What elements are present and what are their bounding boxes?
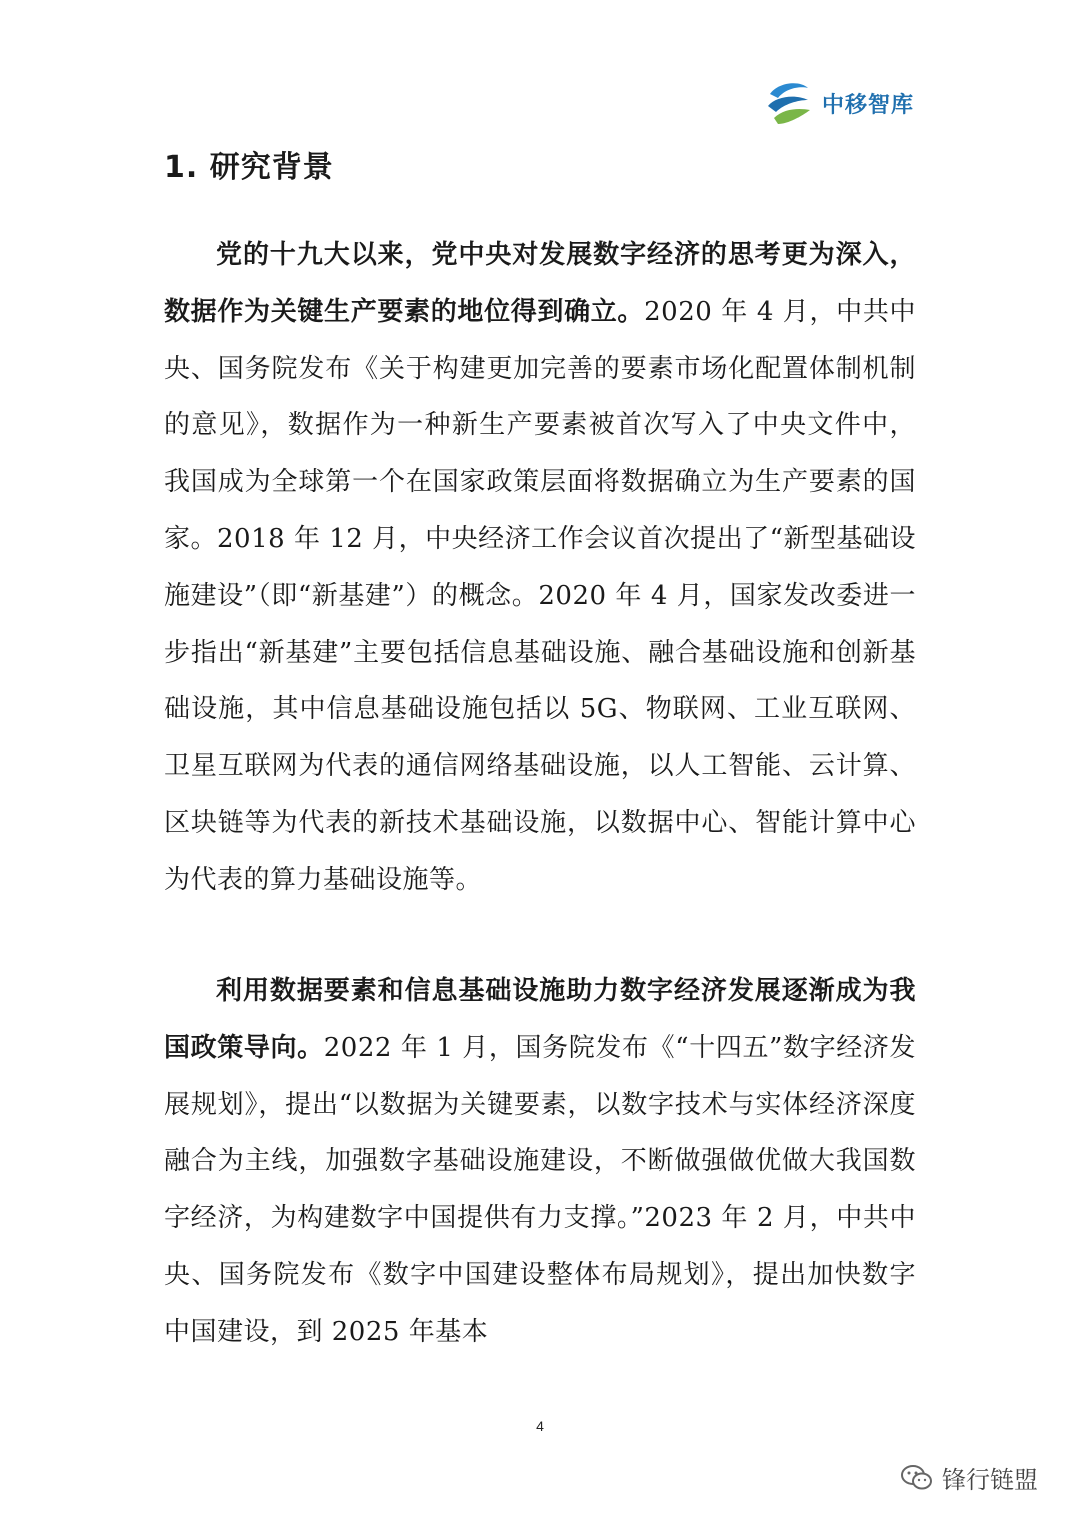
header-logo bbox=[764, 80, 914, 126]
wechat-icon bbox=[900, 1463, 934, 1493]
wechat-watermark bbox=[900, 1460, 1038, 1495]
china-mobile-think-tank-logo-icon bbox=[764, 80, 814, 126]
body-paragraph-1 bbox=[164, 227, 916, 909]
section-heading: 1. 研究背景 bbox=[164, 150, 334, 185]
paragraph-2-bold-lead: 利用数据要素和信息基础设施助力数字经济发展逐渐成为我国政策导向。 bbox=[164, 976, 916, 1063]
paragraph-2-text: 2022 年 1 月，国务院发布《“十四五”数字经济发展规划》，提出“以数据为关键要素，以数字技术与实体经济深度融合为主线，加强数字基础设施建设，不断做强做优做大我国数字经济，为构建数字中国提供有力支撑。”2023 年 2 月，中共中央、国务院发布《数字中国建设整体布局规划》，提出加快数字中国建设，到 2025 年基本 bbox=[164, 1032, 916, 1347]
paragraph-1-text: 2020 年 4 月，中共中央、国务院发布《关于构建更加完善的要素市场化配置体制机制的意见》，数据作为一种新生产要素被首次写入了中央文件中，我国成为全球第一个在国家政策层面将数据确立为生产要素的国家。2018 年 12 月，中央经济工作会议首次提出了“新型基础设施建设”（即“新基建”）的概念。2020 年 4 月，国家发改委进一步指出“新基建”主要包括信息基础设施、融合基础设施和创新基础设施，其中信息基础设施包括以 5G、物联网、工业互联网、卫星互联网为代表的通信网络基础设施，以人工智能、云计算、区块链等为代表的新技术基础设施，以数据中心、智能计算中心为代表的算力基础设施等。 bbox=[164, 296, 916, 895]
paragraph-1-bold-lead: 党的十九大以来，党中央对发展数字经济的思考更为深入，数据作为关键生产要素的地位得到确立。 bbox=[164, 240, 916, 327]
body-paragraph-2 bbox=[164, 963, 916, 1361]
page-number: 4 bbox=[536, 1418, 544, 1434]
logo-text: 中移智库 bbox=[822, 92, 915, 118]
watermark-text: 锋行链盟 bbox=[942, 1466, 1038, 1494]
